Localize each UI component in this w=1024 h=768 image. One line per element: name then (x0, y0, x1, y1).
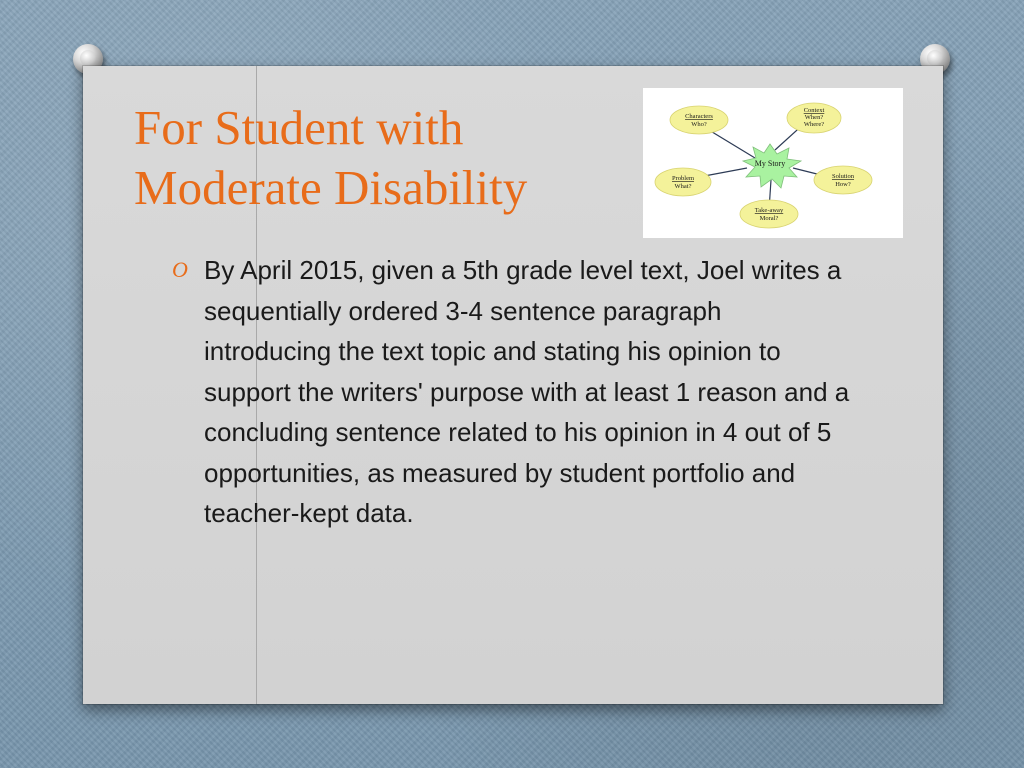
node-context-title: Context (803, 107, 825, 114)
title-line-2: Moderate Disability (134, 160, 528, 215)
node-characters-question: Who? (691, 121, 707, 128)
node-context-question-1: When? (804, 114, 824, 121)
bullet-marker-icon: O (172, 257, 188, 282)
node-context (787, 103, 841, 133)
node-solution (814, 166, 872, 194)
node-context-question-2: Where? (803, 121, 825, 128)
story-map-diagram (643, 88, 903, 238)
node-characters-title: Characters (685, 113, 713, 120)
node-problem (655, 168, 711, 196)
bullet-text: By April 2015, given a 5th grade level text, Joel writes a sequentially ordered 3-4 sentence paragraph introducing the text topic and stating his opinion to support the writers' purpose with at least 1 reason and a concluding sentence related to his opinion in 4 out of 5 opportunities, as measured by student portfolio and teacher-kept data. (204, 255, 850, 528)
title-line-1: For Student with (134, 100, 464, 155)
node-solution-question: How? (835, 181, 851, 188)
node-solution-title: Solution (831, 173, 855, 180)
slide-title (134, 98, 634, 218)
node-takeaway (740, 200, 798, 228)
node-takeaway-title: Take-away (754, 207, 784, 214)
node-problem-question: What? (674, 183, 692, 190)
node-problem-title: Problem (671, 175, 695, 182)
center-label: My Story (754, 159, 786, 168)
node-takeaway-question: Moral? (759, 215, 779, 222)
story-map-svg (643, 88, 903, 238)
node-characters (670, 106, 728, 134)
bullet-item (172, 250, 852, 534)
